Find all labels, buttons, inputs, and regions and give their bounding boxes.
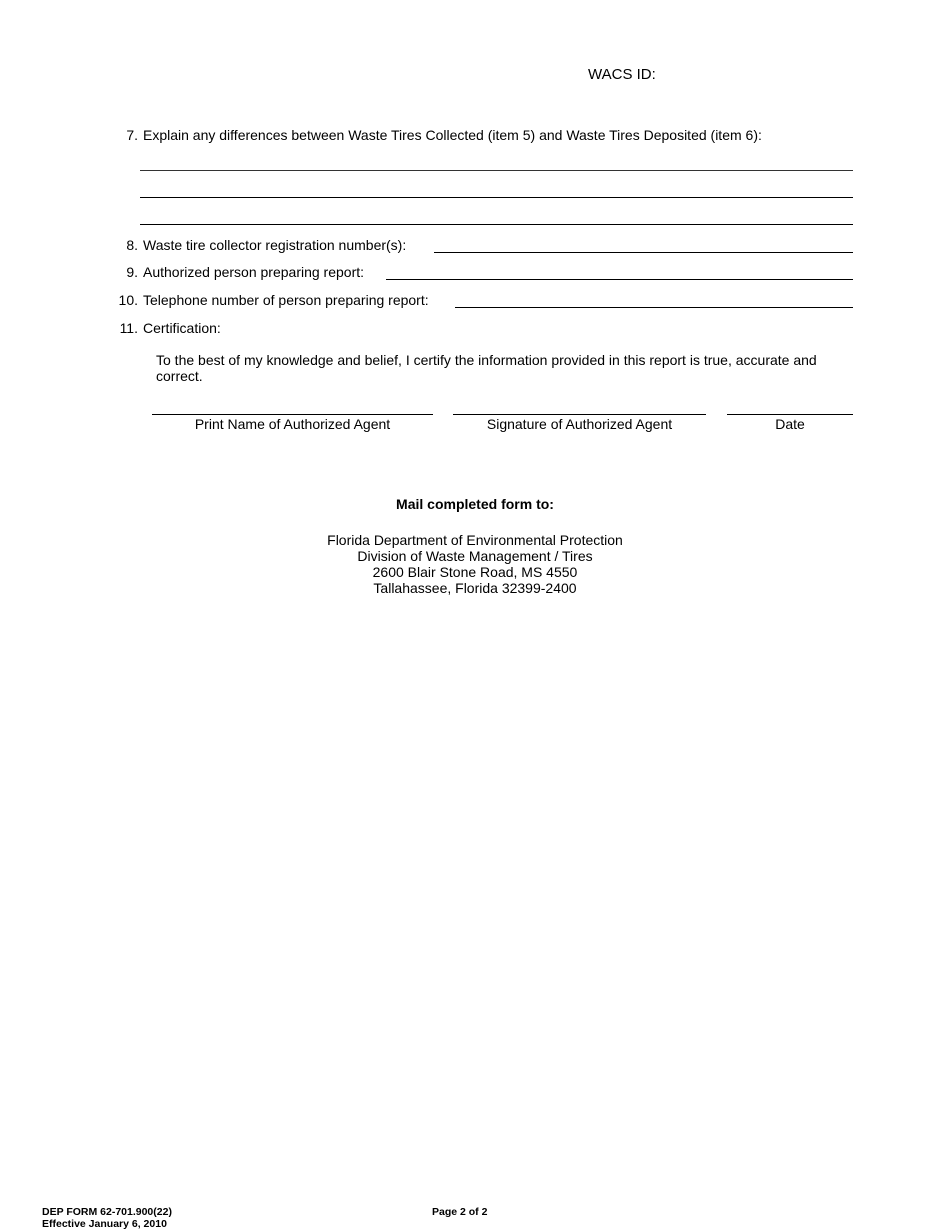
item-10-number: 10. [118,292,138,308]
telephone-field[interactable] [455,307,853,308]
item-9-number: 9. [126,264,138,280]
item-8-number: 8. [126,237,138,253]
item-8-label: Waste tire collector registration number(s): [143,237,407,253]
item-7-number: 7. [126,127,138,143]
page-indicator: Page 2 of 2 [432,1206,488,1218]
certification-statement-line-1: To the best of my knowledge and belief, I certify the information provided in this report is true, accurate and [156,352,817,368]
item-11-label: Certification: [143,320,221,336]
print-name-line[interactable] [152,414,433,415]
item-7-answer-line-1[interactable] [140,170,853,171]
address-line: 2600 Blair Stone Road, MS 4550 [372,564,578,580]
item-11-number: 11. [119,320,138,336]
address-line: Tallahassee, Florida 32399-2400 [373,580,577,596]
certification-statement-line-2: correct. [156,368,203,384]
item-10-label: Telephone number of person preparing report: [143,292,429,308]
form-number: DEP FORM 62-701.900(22) [42,1206,172,1218]
wacs-id-label: WACS ID: [588,66,656,83]
signature-line[interactable] [453,414,706,415]
item-7-label: Explain any differences between Waste Tires Collected (item 5) and Waste Tires Deposited (item 6): [143,127,762,143]
effective-date: Effective January 6, 2010 [42,1218,167,1230]
date-line[interactable] [727,414,853,415]
date-caption: Date [775,416,805,432]
item-7-answer-line-3[interactable] [140,224,853,225]
address-line: Division of Waste Management / Tires [357,548,593,564]
signature-caption: Signature of Authorized Agent [486,416,673,432]
authorized-person-field[interactable] [386,279,853,280]
item-7-answer-line-2[interactable] [140,197,853,198]
mailing-address [0,532,950,596]
registration-number-field[interactable] [434,252,853,253]
mail-heading: Mail completed form to: [396,496,554,512]
print-name-caption: Print Name of Authorized Agent [194,416,391,432]
item-9-label: Authorized person preparing report: [143,264,365,280]
address-line: Florida Department of Environmental Protection [327,532,623,548]
